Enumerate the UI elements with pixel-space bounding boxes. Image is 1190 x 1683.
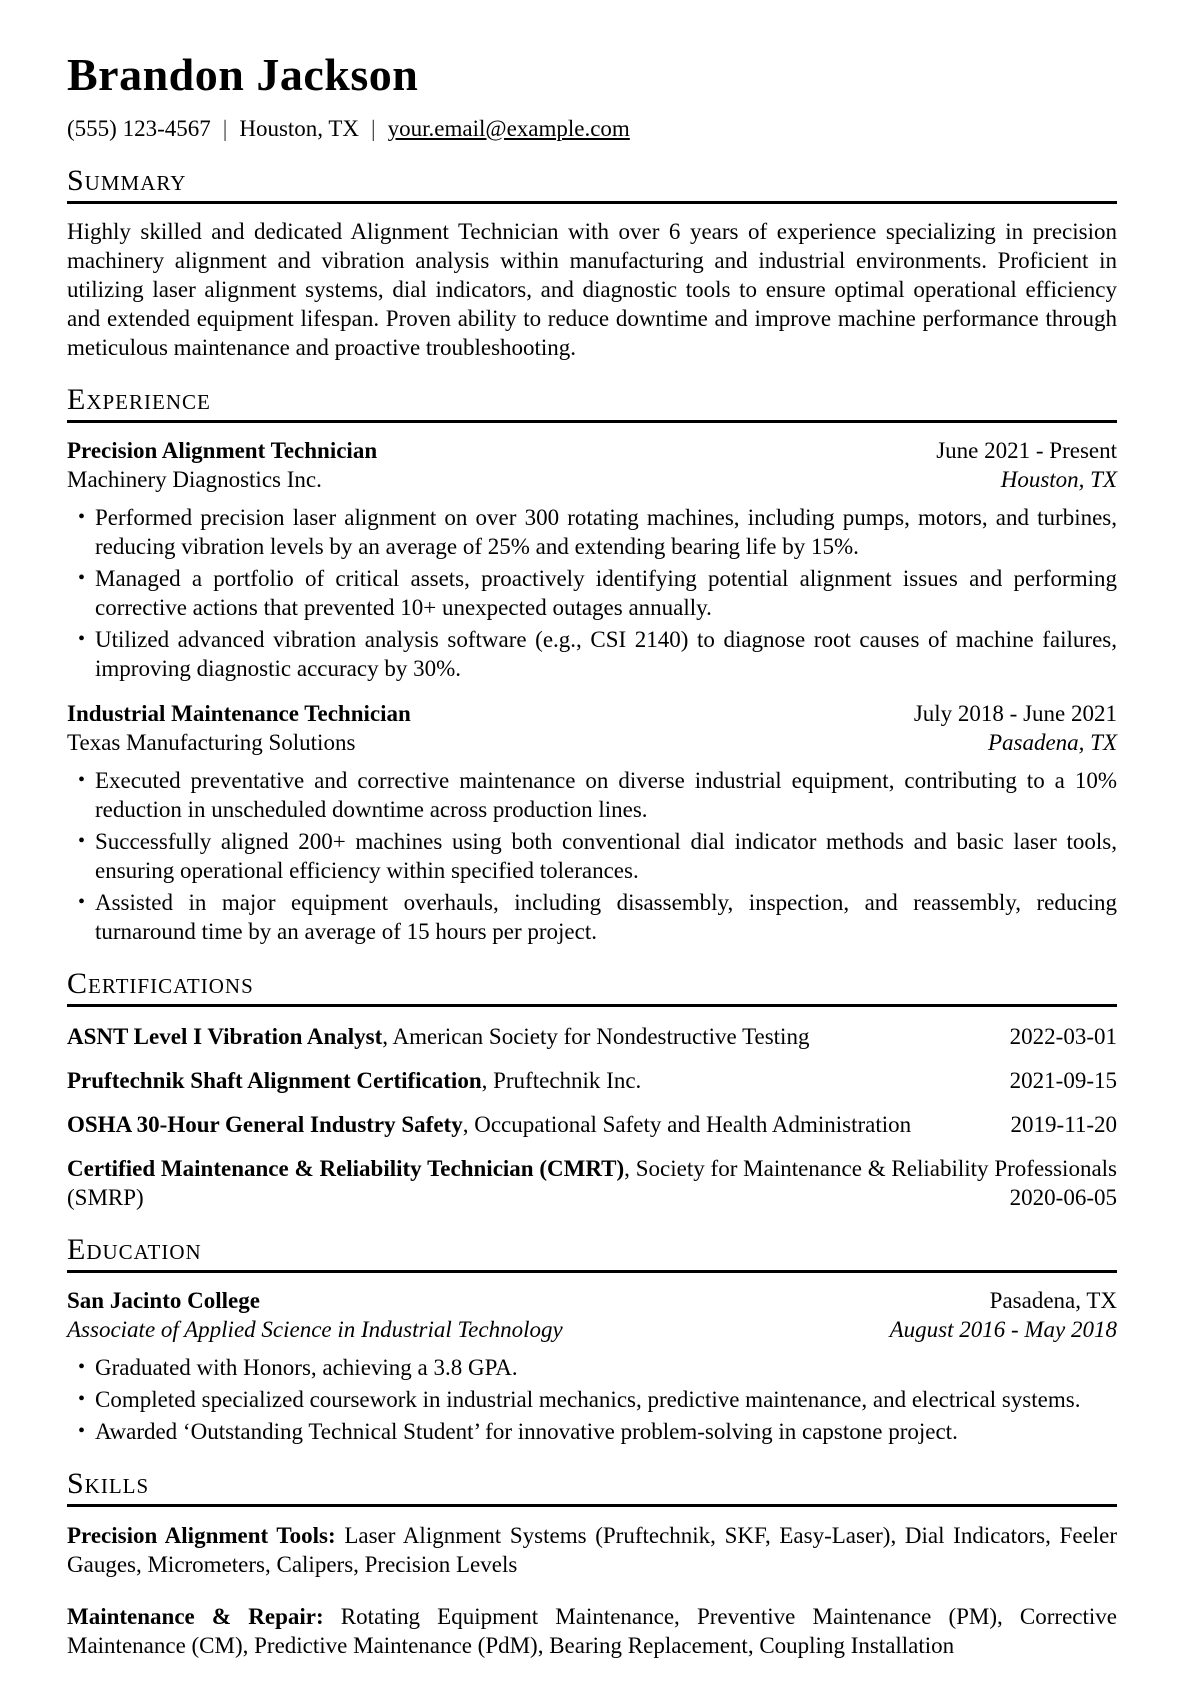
- section-rule: [67, 201, 1117, 204]
- skill-group: [67, 1602, 1117, 1660]
- certification-date: 2021-09-15: [1009, 1067, 1117, 1093]
- job-title: Industrial Maintenance Technician: [67, 700, 411, 726]
- location-text: Houston, TX: [239, 115, 360, 141]
- certifications-heading: Certifications: [67, 966, 254, 1000]
- certification-entry: [67, 1066, 1117, 1095]
- job-company-row: [67, 728, 1117, 757]
- certification-issuer: Society for Maintenance & Reliability Professionals (SMRP): [67, 1155, 1117, 1210]
- job-bullets: [67, 503, 1117, 683]
- education-entry: [67, 1286, 1117, 1446]
- bullet-item: • Assisted in major equipment overhauls, including disassembly, inspection, and reassembly, reducing turnaround time by an average of 15 hours per project.: [95, 888, 1117, 946]
- separator: |: [371, 115, 376, 141]
- degree-row: [67, 1315, 1117, 1344]
- job-company-row: [67, 465, 1117, 494]
- school-header-row: [67, 1286, 1117, 1315]
- page-title: Brandon Jackson: [67, 49, 419, 100]
- section-rule: [67, 420, 1117, 423]
- education-dates: August 2016 - May 2018: [889, 1316, 1117, 1342]
- bullet-item: • Graduated with Honors, achieving a 3.8 GPA.: [95, 1353, 1117, 1382]
- bullet-item: • Executed preventative and corrective maintenance on diverse industrial equipment, contributing to a 10% reduction in unscheduled downtime across production lines.: [95, 766, 1117, 824]
- skills-heading: Skills: [67, 1466, 150, 1500]
- certification-separator: ,: [624, 1155, 636, 1181]
- section-summary: [67, 165, 1117, 362]
- job-location: Houston, TX: [1000, 466, 1117, 492]
- bullet-item: • Performed precision laser alignment on over 300 rotating machines, including pumps, motors, and turbines, reducing vibration levels by an average of 25% and extending bearing life by 15%.: [95, 503, 1117, 561]
- skill-group-text: Rotating Equipment Maintenance, Preventive Maintenance (PM), Corrective Maintenance (CM), Predictive Maintenance (PdM), Bearing Replacement, Coupling Installation: [67, 1603, 1117, 1658]
- job-header-row: [67, 699, 1117, 728]
- certification-issuer: American Society for Nondestructive Testing: [392, 1023, 810, 1049]
- bullet-item: • Successfully aligned 200+ machines using both conventional dial indicator methods and basic laser tools, ensuring operational efficiency within specified tolerances.: [95, 827, 1117, 885]
- job-dates: July 2018 - June 2021: [913, 700, 1117, 726]
- summary-text: Highly skilled and dedicated Alignment Technician with over 6 years of experience specializing in precision machinery alignment and vibration analysis within manufacturing and industrial environments. Proficient in utilizing laser alignment systems, dial indicators, and diagnostic tools to ensure optimal operational efficiency and extended equipment lifespan. Proven ability to reduce downtime and improve machine performance through meticulous maintenance and proactive troubleshooting.: [67, 218, 1117, 360]
- certification-entry: [67, 1022, 1117, 1051]
- bullet-item: • Completed specialized coursework in industrial mechanics, predictive maintenance, and electrical systems.: [95, 1385, 1117, 1414]
- job-bullets: [67, 766, 1117, 946]
- school-name: San Jacinto College: [67, 1287, 260, 1313]
- school-location: Pasadena, TX: [989, 1287, 1117, 1313]
- certification-separator: ,: [382, 1023, 393, 1049]
- certification-name: Pruftechnik Shaft Alignment Certification: [67, 1067, 482, 1093]
- section-rule: [67, 1270, 1117, 1273]
- certification-name: Certified Maintenance & Reliability Technician (CMRT): [67, 1155, 625, 1181]
- section-certifications: [67, 968, 1117, 1212]
- certification-name: OSHA 30-Hour General Industry Safety: [67, 1111, 463, 1137]
- certification-date: 2019-11-20: [1010, 1111, 1117, 1137]
- skill-group: [67, 1521, 1117, 1579]
- certification-entry: [67, 1110, 1117, 1139]
- certification-entry: [67, 1154, 1117, 1212]
- email-link[interactable]: your.email@example.com: [387, 115, 630, 141]
- job-title: Precision Alignment Technician: [67, 437, 378, 463]
- job-dates: June 2021 - Present: [936, 437, 1117, 463]
- education-heading: Education: [67, 1232, 202, 1266]
- company-name: Machinery Diagnostics Inc.: [67, 466, 322, 492]
- section-education: [67, 1234, 1117, 1446]
- section-rule: [67, 1004, 1117, 1007]
- phone-number: (555) 123-4567: [67, 115, 211, 141]
- separator: |: [222, 115, 228, 141]
- certification-issuer: Pruftechnik Inc.: [493, 1067, 642, 1093]
- job-header-row: [67, 436, 1117, 465]
- summary-heading: Summary: [67, 163, 187, 197]
- bullet-item: • Awarded ‘Outstanding Technical Student’ for innovative problem-solving in capstone project.: [95, 1417, 1117, 1446]
- job-entry: [67, 436, 1117, 683]
- certification-issuer: Occupational Safety and Health Administration: [474, 1111, 912, 1137]
- company-name: Texas Manufacturing Solutions: [67, 729, 356, 755]
- skill-group-label: Precision Alignment Tools:: [67, 1522, 336, 1548]
- job-location: Pasadena, TX: [987, 729, 1117, 755]
- job-entry: [67, 699, 1117, 946]
- section-experience: [67, 384, 1117, 946]
- education-bullets: [67, 1353, 1117, 1446]
- certification-date: 2020-06-05: [1009, 1184, 1117, 1210]
- experience-heading: Experience: [67, 382, 211, 416]
- section-rule: [67, 1504, 1117, 1507]
- contact-line: [67, 114, 1117, 143]
- bullet-item: • Utilized advanced vibration analysis software (e.g., CSI 2140) to diagnose root causes of machine failures, improving diagnostic accuracy by 30%.: [95, 625, 1117, 683]
- degree-name: Associate of Applied Science in Industrial Technology: [67, 1316, 563, 1342]
- certification-separator: ,: [462, 1111, 475, 1137]
- skill-group-label: Maintenance & Repair:: [67, 1603, 324, 1629]
- skill-group-text: Laser Alignment Systems (Pruftechnik, SKF, Easy-Laser), Dial Indicators, Feeler Gauges, Micrometers, Calipers, Precision Levels: [67, 1522, 1118, 1577]
- certification-name: ASNT Level I Vibration Analyst: [67, 1023, 383, 1049]
- bullet-item: • Managed a portfolio of critical assets, proactively identifying potential alignment issues and performing corrective actions that prevented 10+ unexpected outages annually.: [95, 564, 1117, 622]
- section-skills: [67, 1468, 1117, 1660]
- certification-date: 2022-03-01: [1009, 1023, 1117, 1049]
- certification-separator: ,: [481, 1067, 494, 1093]
